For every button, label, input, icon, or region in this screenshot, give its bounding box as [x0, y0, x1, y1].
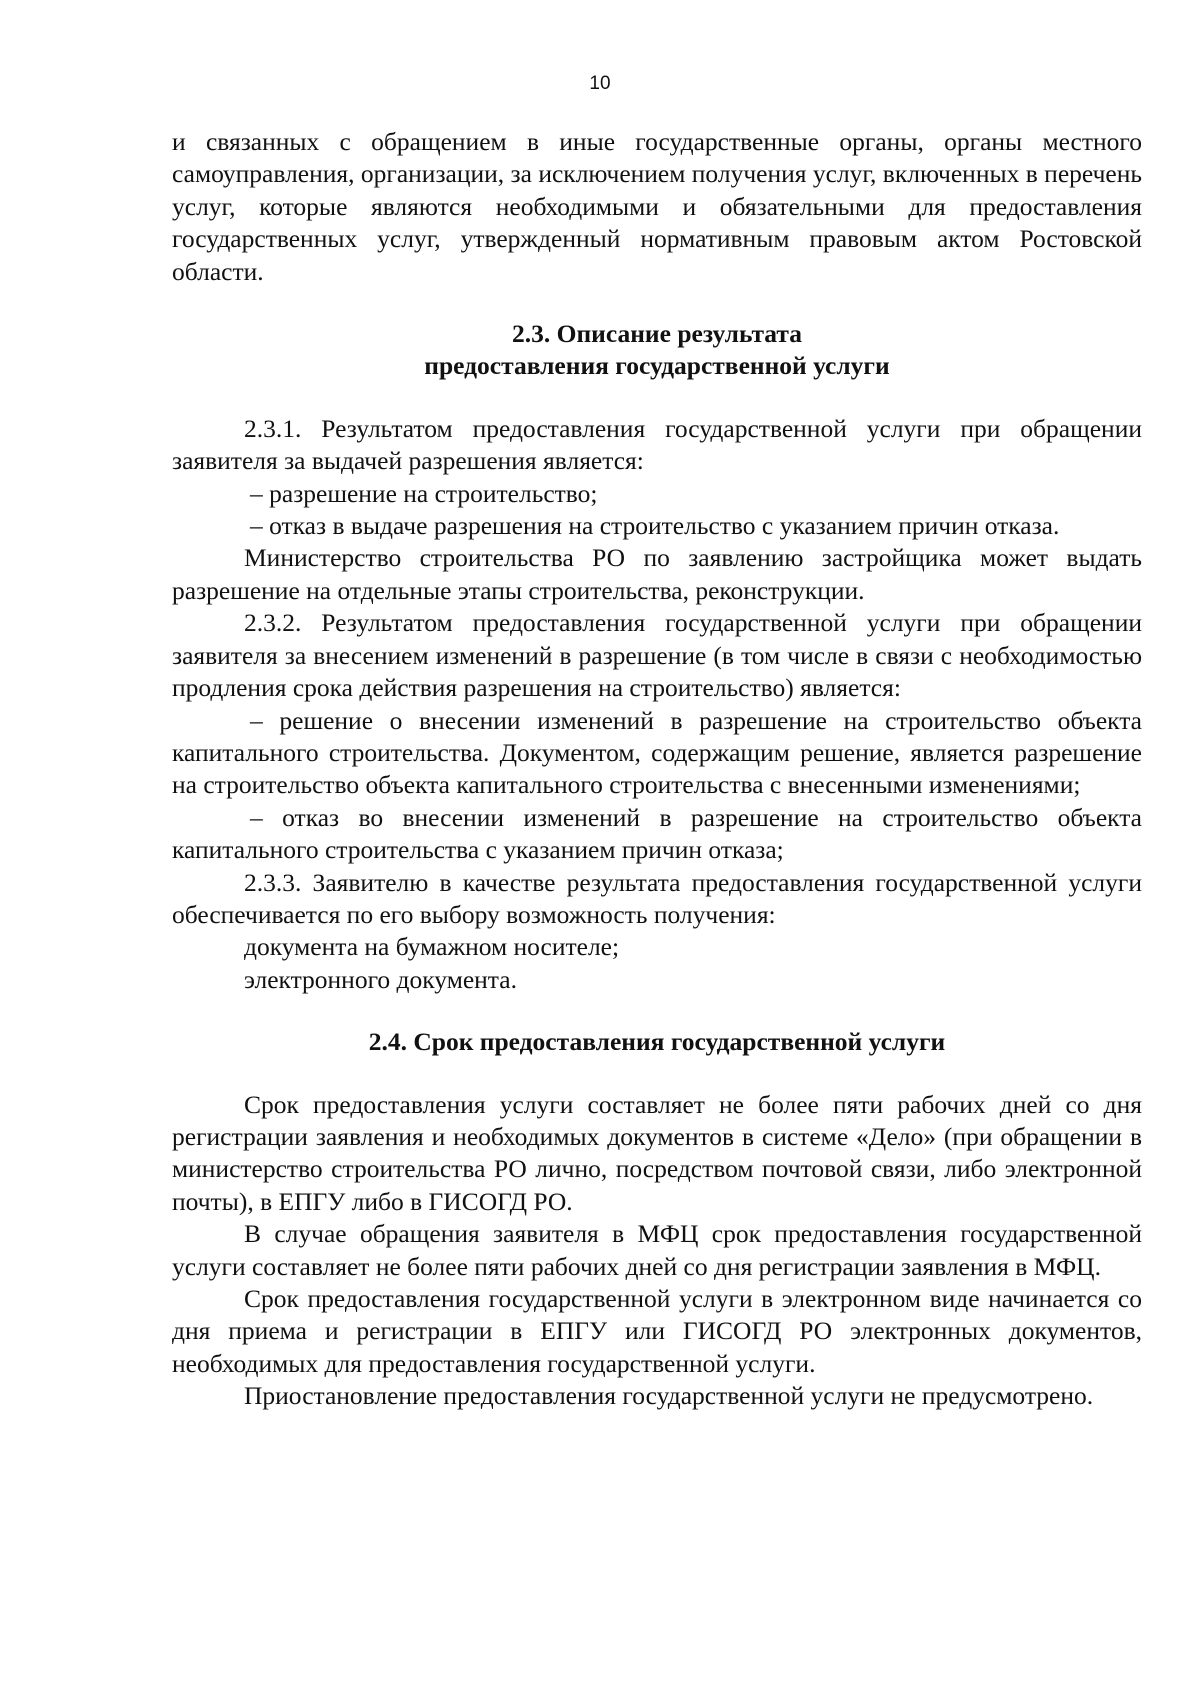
page-content [172, 126, 1142, 1413]
paragraph-ministry: Министерство строительства РО по заявлению застройщика может выдать разрешение на отдельные этапы строительства, реконструкции. [172, 543, 1142, 605]
paragraph-2-3-2: 2.3.2. Результатом предоставления государственной услуги при обращении заявителя за внесением изменений в разрешение (в том числе в связи с необходимостью продления срока действия разрешения на строительство) является: [172, 608, 1142, 703]
page-number: 10 [589, 73, 611, 94]
paragraph-mfc: В случае обращения заявителя в МФЦ срок предоставления государственной услуги составляет не более пяти рабочих дней со дня регистрации заявления в МФЦ. [172, 1219, 1142, 1281]
paragraph-2-3-3: 2.3.3. Заявителю в качестве результата предоставления государственной услуги обеспечивается по его выбору возможность получения: [172, 867, 1142, 929]
intro-paragraph: и связанных с обращением в иные государственные органы, органы местного самоуправления, организации, за исключением получения услуг, включенных в перечень услуг, которые являются необходимыми и обязательными для предоставления государственных услуг, утвержденный нормативным правовым актом Ростовской области. [172, 127, 1142, 286]
option-paper-document: документа на бумажном носителе; [244, 932, 620, 962]
paragraph-electronic: Срок предоставления государственной услуги в электронном виде начинается со дня приема и регистрации в ЕПГУ или ГИСОГД РО электронных документов, необходимых для предоставления государственной услуги. [172, 1284, 1142, 1378]
section-2-4-heading [172, 1026, 1142, 1058]
section-2-4-title: 2.4. Срок предоставления государственной услуги [368, 1027, 946, 1057]
list-item-permit: – разрешение на строительство; [250, 478, 598, 508]
section-2-3-heading [172, 318, 1142, 383]
option-electronic-document: электронного документа. [244, 964, 517, 994]
section-2-3-title-line2: предоставления государственной услуги [424, 351, 890, 381]
paragraph-2-3-1: 2.3.1. Результатом предоставления государственной услуги при обращении заявителя за выдачей разрешения является: [172, 413, 1142, 476]
list-item-refusal-changes: – отказ во внесении изменений в разрешение на строительство объекта капитального строительства с указанием причин отказа; [172, 802, 1142, 865]
paragraph-suspension: Приостановление предоставления государственной услуги не предусмотрено. [244, 1381, 1094, 1411]
list-item-refusal: – отказ в выдаче разрешения на строительство с указанием причин отказа. [250, 511, 1060, 541]
list-item-decision: – решение о внесении изменений в разрешение на строительство объекта капитального строительства. Документом, содержащим решение, является разрешение на строительство объекта капитального строительства с внесенными изменениями; [172, 705, 1142, 800]
section-2-3-title-line1: 2.3. Описание результата [512, 319, 802, 349]
paragraph-term: Срок предоставления услуги составляет не более пяти рабочих дней со дня регистрации заявления и необходимых документов в системе «Дело» (при обращении в министерство строительства РО лично, посредством почтовой связи, либо электронной почты), в ЕПГУ либо в ГИСОГД РО. [172, 1089, 1142, 1216]
